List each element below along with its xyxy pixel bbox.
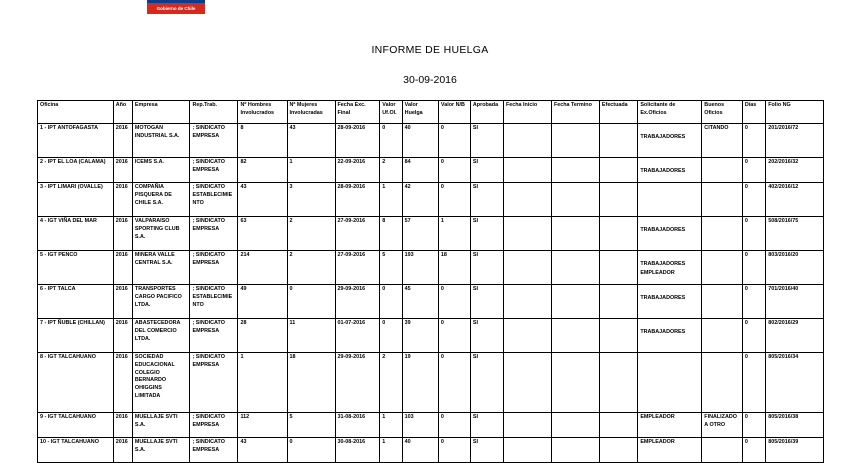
column-header: Solicitante de Ex.Oficios [638, 101, 702, 124]
cell-efectuada [599, 319, 637, 353]
cell-empresa: ICEMS S.A. [132, 158, 190, 183]
cell-rep: ; SINDICATO EMPRESA [190, 217, 238, 251]
cell-rep: ; SINDICATO ESTABLECIMIENTO [190, 285, 238, 319]
cell-buenos: FINALIZADO A OTRO [702, 413, 743, 438]
cell-dias: 0 [742, 319, 765, 353]
cell-uf: 5 [380, 251, 402, 285]
cell-mujeres: 2 [287, 217, 335, 251]
solicitante-line: TRABAJADORES [640, 295, 686, 301]
cell-uf: 1 [380, 438, 402, 463]
cell-rep: ; SINDICATO EMPRESA [190, 438, 238, 463]
cell-solicitante [638, 413, 702, 438]
table-row [38, 251, 824, 285]
cell-oficina: 4 - IGT VIÑA DEL MAR [38, 217, 114, 251]
column-header: Folio NG [766, 101, 824, 124]
cell-termino [551, 319, 599, 353]
column-header: Nº Hombres Involucrados [238, 101, 287, 124]
cell-empresa: MOTOGAN INDUSTRIAL S.A. [132, 124, 190, 158]
cell-anio: 2016 [113, 217, 132, 251]
solicitante-line: TRABAJADORES [640, 227, 686, 233]
cell-solicitante [638, 124, 702, 158]
column-header: Fecha Inicio [503, 101, 551, 124]
cell-folio: 508/2016/75 [766, 217, 824, 251]
cell-oficina: 5 - IGT PENCO [38, 251, 114, 285]
cell-anio: 2016 [113, 438, 132, 463]
cell-buenos [702, 438, 743, 463]
cell-dias: 0 [742, 353, 765, 413]
cell-nb: 0 [438, 438, 470, 463]
solicitante-line [640, 159, 699, 168]
cell-fecha: 27-09-2016 [335, 251, 380, 285]
cell-empresa: MINERA VALLE CENTRAL S.A. [132, 251, 190, 285]
cell-empresa: ABASTECEDORA DEL COMERCIO LTDA. [132, 319, 190, 353]
cell-rep: ; SINDICATO EMPRESA [190, 124, 238, 158]
cell-aprobada: SI [470, 158, 503, 183]
cell-folio: 701/2016/40 [766, 285, 824, 319]
cell-folio: 201/2016/72 [766, 124, 824, 158]
solicitante-line [640, 320, 699, 329]
cell-aprobada: SI [470, 413, 503, 438]
cell-empresa: SOCIEDAD EDUCACIONAL COLEGIO BERNARDO OHIGGINS LIMITADA [132, 353, 190, 413]
cell-oficina: 1 - IPT ANTOFAGASTA [38, 124, 114, 158]
cell-inicio [503, 413, 551, 438]
cell-aprobada: SI [470, 251, 503, 285]
cell-solicitante [638, 183, 702, 217]
cell-oficina: 9 - IGT TALCAHUANO [38, 413, 114, 438]
cell-uf: 2 [380, 353, 402, 413]
cell-efectuada [599, 285, 637, 319]
cell-folio: 805/2016/39 [766, 438, 824, 463]
solicitante-line [640, 252, 699, 261]
cell-termino [551, 413, 599, 438]
cell-dias: 0 [742, 285, 765, 319]
cell-termino [551, 251, 599, 285]
cell-hombres: 49 [238, 285, 287, 319]
cell-efectuada [599, 124, 637, 158]
cell-aprobada: SI [470, 217, 503, 251]
cell-termino [551, 438, 599, 463]
cell-solicitante [638, 353, 702, 413]
gobierno-logo [147, 0, 205, 14]
cell-hombres: 112 [238, 413, 287, 438]
cell-buenos [702, 158, 743, 183]
cell-inicio [503, 217, 551, 251]
cell-buenos [702, 353, 743, 413]
cell-huelga: 40 [402, 438, 438, 463]
cell-aprobada: SI [470, 183, 503, 217]
cell-efectuada [599, 183, 637, 217]
cell-hombres: 214 [238, 251, 287, 285]
cell-fecha: 22-09-2016 [335, 158, 380, 183]
cell-solicitante [638, 217, 702, 251]
cell-empresa: VALPARAISO SPORTING CLUB S.A. [132, 217, 190, 251]
solicitante-line: TRABAJADORES [640, 134, 686, 140]
cell-anio: 2016 [113, 251, 132, 285]
cell-inicio [503, 319, 551, 353]
cell-efectuada [599, 438, 637, 463]
column-header: Valor N/B [438, 101, 470, 124]
column-header: Rep.Trab. [190, 101, 238, 124]
cell-oficina: 8 - IGT TALCAHUANO [38, 353, 114, 413]
report-date: 30-09-2016 [403, 74, 457, 86]
table-body [38, 124, 824, 463]
cell-uf: 8 [380, 217, 402, 251]
cell-folio: 803/2016/20 [766, 251, 824, 285]
cell-mujeres: 18 [287, 353, 335, 413]
cell-rep: ; SINDICATO ESTABLECIMIENTO [190, 183, 238, 217]
column-header: Empresa [132, 101, 190, 124]
column-header: Efectuada [599, 101, 637, 124]
cell-nb: 0 [438, 413, 470, 438]
cell-fecha: 27-09-2016 [335, 217, 380, 251]
cell-oficina: 10 - IGT TALCAHUANO [38, 438, 114, 463]
cell-huelga: 40 [402, 124, 438, 158]
solicitante-line [640, 354, 699, 363]
table-row [38, 353, 824, 413]
cell-hombres: 1 [238, 353, 287, 413]
cell-folio: 202/2016/32 [766, 158, 824, 183]
cell-huelga: 84 [402, 158, 438, 183]
column-header: Valor Huelga [402, 101, 438, 124]
cell-folio: 805/2016/34 [766, 353, 824, 413]
logo-text: Gobierno de Chile [156, 6, 196, 11]
cell-empresa: TRANSPORTES CARGO PACIFICO LTDA. [132, 285, 190, 319]
table-row [38, 285, 824, 319]
cell-huelga: 57 [402, 217, 438, 251]
cell-uf: 2 [380, 158, 402, 183]
cell-uf: 1 [380, 413, 402, 438]
cell-termino [551, 217, 599, 251]
cell-termino [551, 124, 599, 158]
cell-efectuada [599, 353, 637, 413]
cell-uf: 0 [380, 124, 402, 158]
cell-anio: 2016 [113, 183, 132, 217]
cell-huelga: 39 [402, 319, 438, 353]
cell-termino [551, 353, 599, 413]
table-row [38, 183, 824, 217]
solicitante-line: EMPLEADOR [640, 414, 675, 420]
column-header: Días [742, 101, 765, 124]
cell-termino [551, 183, 599, 217]
cell-hombres: 8 [238, 124, 287, 158]
cell-nb: 0 [438, 183, 470, 217]
cell-inicio [503, 438, 551, 463]
cell-mujeres: 0 [287, 285, 335, 319]
cell-anio: 2016 [113, 413, 132, 438]
cell-efectuada [599, 217, 637, 251]
column-header: Año [113, 101, 132, 124]
cell-rep: ; SINDICATO EMPRESA [190, 353, 238, 413]
cell-fecha: 31-08-2016 [335, 413, 380, 438]
cell-termino [551, 158, 599, 183]
cell-dias: 0 [742, 183, 765, 217]
cell-empresa: MUELLAJE SVTI S.A. [132, 413, 190, 438]
cell-solicitante [638, 438, 702, 463]
solicitante-line: TRABAJADORES [640, 261, 686, 267]
cell-folio: 802/2016/29 [766, 319, 824, 353]
cell-oficina: 3 - IPT LIMARI (OVALLE) [38, 183, 114, 217]
cell-oficina: 2 - IPT EL LOA (CALAMA) [38, 158, 114, 183]
cell-buenos [702, 217, 743, 251]
cell-nb: 0 [438, 158, 470, 183]
cell-hombres: 43 [238, 438, 287, 463]
column-header: Oficina [38, 101, 114, 124]
cell-uf: 0 [380, 285, 402, 319]
cell-fecha: 30-08-2016 [335, 438, 380, 463]
solicitante-line [640, 184, 699, 193]
cell-buenos [702, 285, 743, 319]
cell-mujeres: 11 [287, 319, 335, 353]
solicitante-line: TRABAJADORES [640, 329, 686, 335]
cell-empresa: MUELLAJE SVTI S.A. [132, 438, 190, 463]
cell-anio: 2016 [113, 285, 132, 319]
cell-rep: ; SINDICATO EMPRESA [190, 319, 238, 353]
table-row [38, 413, 824, 438]
cell-inicio [503, 158, 551, 183]
table-row [38, 124, 824, 158]
cell-solicitante [638, 251, 702, 285]
cell-mujeres: 0 [287, 438, 335, 463]
table-header-row [38, 101, 824, 124]
cell-mujeres: 3 [287, 183, 335, 217]
cell-buenos: CITANDO [702, 124, 743, 158]
solicitante-line [640, 218, 699, 227]
strike-report-table [37, 100, 824, 463]
solicitante-line: TRABAJADORES [640, 168, 686, 174]
cell-huelga: 103 [402, 413, 438, 438]
cell-fecha: 28-09-2016 [335, 183, 380, 217]
cell-oficina: 6 - IPT TALCA [38, 285, 114, 319]
cell-solicitante [638, 158, 702, 183]
cell-inicio [503, 183, 551, 217]
cell-huelga: 193 [402, 251, 438, 285]
cell-buenos [702, 251, 743, 285]
cell-huelga: 45 [402, 285, 438, 319]
cell-nb: 18 [438, 251, 470, 285]
table-row [38, 319, 824, 353]
cell-aprobada: SI [470, 285, 503, 319]
cell-hombres: 82 [238, 158, 287, 183]
cell-inicio [503, 251, 551, 285]
cell-aprobada: SI [470, 353, 503, 413]
column-header: Nº Mujeres Involucradas [287, 101, 335, 124]
cell-mujeres: 2 [287, 251, 335, 285]
cell-solicitante [638, 285, 702, 319]
cell-inicio [503, 124, 551, 158]
cell-dias: 0 [742, 124, 765, 158]
cell-dias: 0 [742, 158, 765, 183]
cell-dias: 0 [742, 251, 765, 285]
cell-dias: 0 [742, 413, 765, 438]
cell-anio: 2016 [113, 124, 132, 158]
cell-aprobada: SI [470, 438, 503, 463]
cell-fecha: 28-09-2016 [335, 124, 380, 158]
solicitante-line: EMPLEADOR [640, 270, 675, 276]
solicitante-line [640, 286, 699, 295]
cell-nb: 0 [438, 124, 470, 158]
column-header: Buenos Oficios [702, 101, 743, 124]
cell-mujeres: 1 [287, 158, 335, 183]
cell-efectuada [599, 158, 637, 183]
cell-rep: ; SINDICATO EMPRESA [190, 413, 238, 438]
cell-fecha: 29-09-2016 [335, 353, 380, 413]
solicitante-line: EMPLEADOR [640, 439, 675, 445]
cell-anio: 2016 [113, 158, 132, 183]
cell-rep: ; SINDICATO EMPRESA [190, 158, 238, 183]
cell-buenos [702, 319, 743, 353]
cell-mujeres: 43 [287, 124, 335, 158]
cell-buenos [702, 183, 743, 217]
cell-inicio [503, 285, 551, 319]
cell-anio: 2016 [113, 319, 132, 353]
cell-rep: ; SINDICATO EMPRESA [190, 251, 238, 285]
column-header: Fecha Exc. Final [335, 101, 380, 124]
table-row [38, 158, 824, 183]
cell-huelga: 42 [402, 183, 438, 217]
cell-termino [551, 285, 599, 319]
cell-nb: 0 [438, 285, 470, 319]
column-header: Aprobada [470, 101, 503, 124]
cell-nb: 1 [438, 217, 470, 251]
cell-anio: 2016 [113, 353, 132, 413]
cell-dias: 0 [742, 217, 765, 251]
cell-mujeres: 5 [287, 413, 335, 438]
cell-hombres: 28 [238, 319, 287, 353]
cell-inicio [503, 353, 551, 413]
cell-folio: 805/2016/38 [766, 413, 824, 438]
cell-uf: 0 [380, 319, 402, 353]
cell-nb: 0 [438, 353, 470, 413]
cell-aprobada: SI [470, 319, 503, 353]
column-header: Fecha Termino [551, 101, 599, 124]
report-title: INFORME DE HUELGA [371, 44, 489, 56]
cell-nb: 0 [438, 319, 470, 353]
cell-aprobada: SI [470, 124, 503, 158]
cell-folio: 402/2016/12 [766, 183, 824, 217]
cell-fecha: 29-09-2016 [335, 285, 380, 319]
solicitante-line [640, 125, 699, 134]
cell-oficina: 7 - IPT ÑUBLE (CHILLAN) [38, 319, 114, 353]
cell-hombres: 63 [238, 217, 287, 251]
cell-efectuada [599, 413, 637, 438]
cell-dias: 0 [742, 438, 765, 463]
cell-empresa: COMPAÑIA PISQUERA DE CHILE S.A. [132, 183, 190, 217]
table-row [38, 217, 824, 251]
cell-hombres: 43 [238, 183, 287, 217]
cell-fecha: 01-07-2016 [335, 319, 380, 353]
cell-solicitante [638, 319, 702, 353]
table-row [38, 438, 824, 463]
cell-efectuada [599, 251, 637, 285]
cell-uf: 1 [380, 183, 402, 217]
cell-huelga: 19 [402, 353, 438, 413]
column-header: Valor Uf.Ol. [380, 101, 402, 124]
